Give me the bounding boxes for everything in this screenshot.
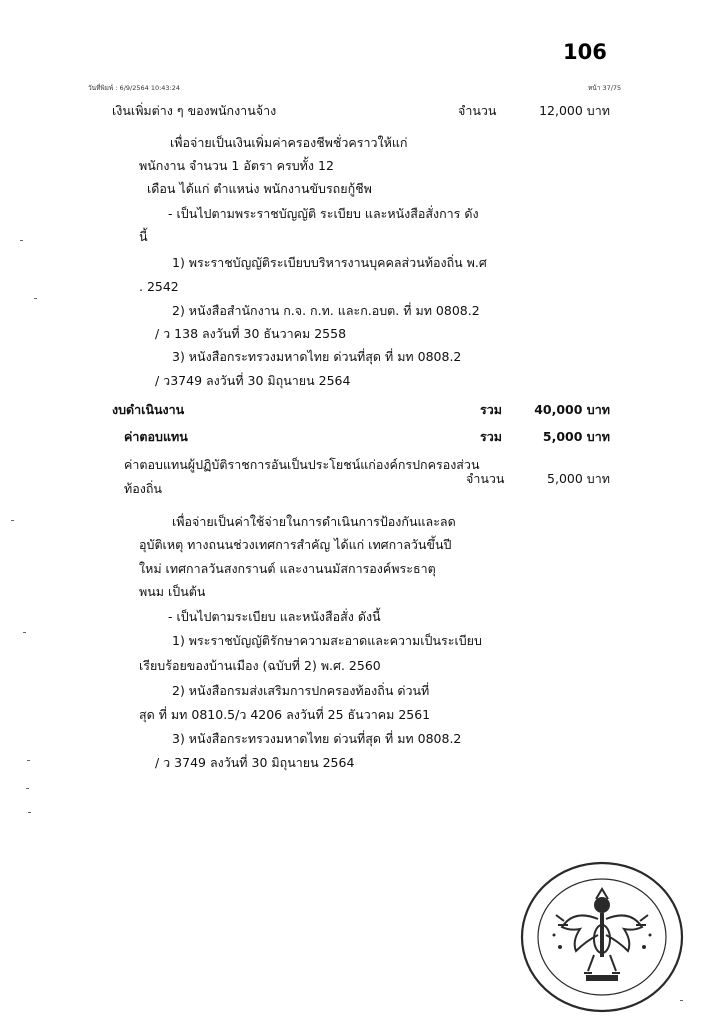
section2-line: 3) หนังสือกระทรวงมหาดไทย ด่วนที่สุด ที่ มท 0808.2 [172, 731, 462, 746]
section1-title: เงินเพิ่มต่าง ๆ ของพนักงานจ้าง [112, 103, 277, 118]
section1-line: 3) หนังสือกระทรวงมหาดไทย ด่วนที่สุด ที่ มท 0808.2 [172, 349, 462, 364]
scan-mark [26, 788, 29, 789]
compensation-amount: 5,000 บาท [542, 429, 610, 444]
compensation-label: รวม [480, 429, 502, 444]
section2-title-line1: ค่าตอบแทนผู้ปฏิบัติราชการอันเป็นประโยชน์แก่องค์กรปกครองส่วน [124, 457, 480, 472]
section2-line: เพื่อจ่ายเป็นค่าใช้จ่ายในการดำเนินการป้องกันและลด [172, 514, 456, 529]
section2-line: - เป็นไปตามระเบียบ และหนังสือสั่ง ดังนี้ [168, 609, 381, 624]
section2-line: พนม เป็นต้น [139, 584, 206, 599]
scan-mark [34, 298, 37, 299]
section1-line: 2) หนังสือสำนักงาน ก.จ. ก.ท. และก.อบต. ที่ มท 0808.2 [172, 303, 480, 318]
section1-line: เพื่อจ่ายเป็นเงินเพิ่มค่าครองชีพชั่วคราวให้แก่ [170, 135, 408, 150]
section1-line: / ว3749 ลงวันที่ 30 มิถุนายน 2564 [155, 373, 351, 388]
section1-qty-label: จำนวน [458, 103, 497, 118]
section2-line: อุบัติเหตุ ทางถนนช่วงเทศการสำคัญ ได้แก่ เทศกาลวันขึ้นปี [139, 537, 452, 552]
section1-line: - เป็นไปตามพระราชบัญญัติ ระเบียบ และหนังสือสั่งการ ดัง [168, 206, 479, 221]
section2-line: 2) หนังสือกรมส่งเสริมการปกครองท้องถิ่น ด่วนที่ [172, 683, 430, 698]
section2-line: 1) พระราชบัญญัติรักษาความสะอาดและความเป็นระเบียบ [172, 633, 482, 648]
scan-mark [20, 240, 23, 241]
scan-mark [27, 760, 30, 761]
compensation-title: ค่าตอบแทน [124, 429, 188, 444]
scan-mark [23, 632, 26, 633]
section1-line: นี้ [139, 229, 148, 244]
garuda-emblem-icon [514, 855, 690, 1015]
section2-amount: 5,000 บาท [547, 471, 610, 486]
print-date: วันที่พิมพ์ : 6/9/2564 10:43:24 [88, 84, 181, 92]
section2-title-line2: ท้องถิ่น [124, 481, 162, 496]
scan-mark [11, 520, 14, 521]
operations-label: รวม [480, 402, 502, 417]
official-seal [514, 855, 690, 1019]
section1-line: . 2542 [139, 279, 179, 294]
section1-line: เดือน ได้แก่ ตำแหน่ง พนักงานขับรถยกู้ชีพ [147, 181, 372, 196]
operations-amount: 40,000 บาท [534, 402, 610, 417]
scan-mark [28, 812, 31, 813]
section1-line: / ว 138 ลงวันที่ 30 ธันวาคม 2558 [155, 326, 347, 341]
section1-line: พนักงาน จำนวน 1 อัตรา ครบทั้ง 12 [139, 158, 334, 173]
page-number: 106 [563, 40, 607, 64]
section2-line: สุด ที่ มท 0810.5/ว 4206 ลงวันที่ 25 ธันวาคม 2561 [139, 707, 431, 722]
operations-title: งบดำเนินงาน [112, 402, 185, 417]
section2-line: เรียบร้อยของบ้านเมือง (ฉบับที่ 2) พ.ศ. 2560 [139, 658, 381, 673]
section1-line: 1) พระราชบัญญัติระเบียบบริหารงานบุคคลส่วนท้องถิ่น พ.ศ [172, 255, 487, 270]
section2-qty-label: จำนวน [466, 471, 505, 486]
section2-line: ใหม่ เทศกาลวันสงกรานต์ และงานนมัสการองค์พระธาตุ [139, 561, 436, 576]
section1-amount: 12,000 บาท [539, 103, 610, 118]
page-of: หน้า 37/75 [588, 84, 622, 92]
section2-line: / ว 3749 ลงวันที่ 30 มิถุนายน 2564 [155, 755, 355, 770]
